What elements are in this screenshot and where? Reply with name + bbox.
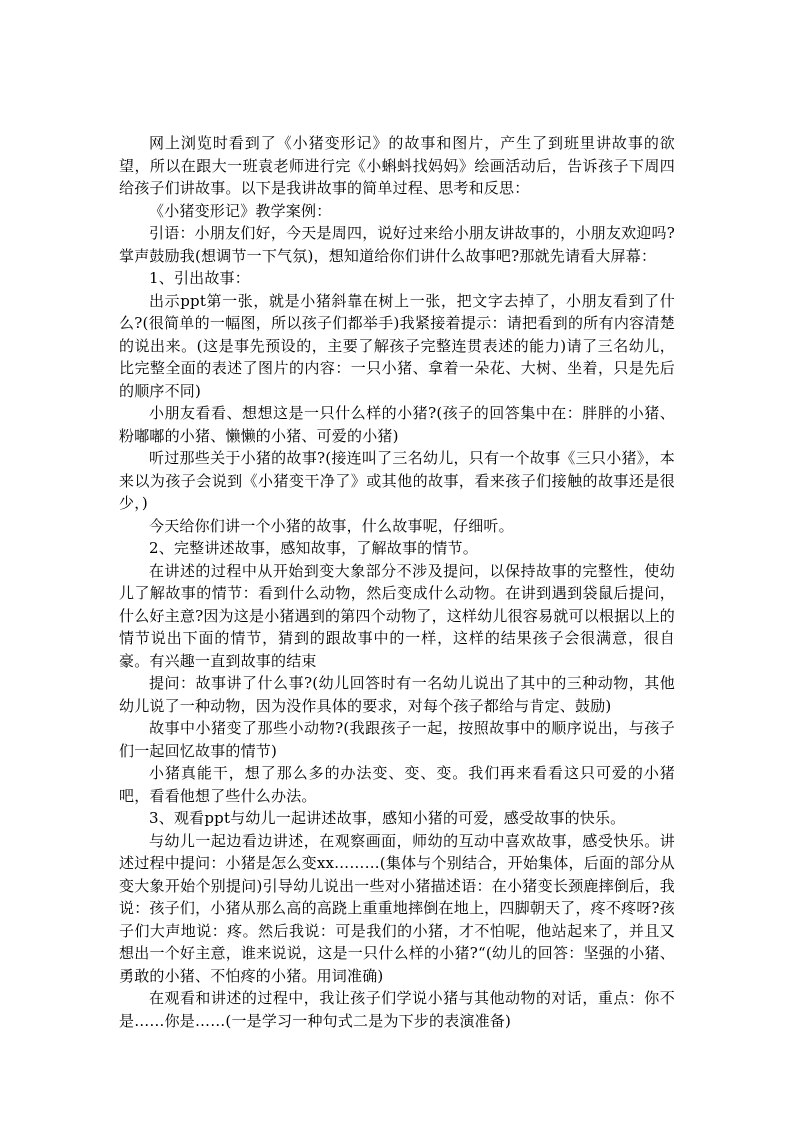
paragraph-what-pig: 小朋友看看、想想这是一只什么样的小猪?(孩子的回答集中在：胖胖的小猪、粉嘟嘟的小猪、懒懒的小猪、可爱的小猪)	[119, 404, 675, 445]
paragraph-section-3-heading: 3、观看ppt与幼儿一起讲述故事，感知小猪的可爱，感受故事的快乐。	[149, 809, 626, 827]
paragraph-storytelling-process: 在讲述的过程中从开始到变大象部分不涉及提问，以保持故事的完整性，使幼儿了解故事的情节：看到什么动物，然后变成什么动物。在讲到遇到袋鼠后提问，什么好主意?因为这是小猪遇到的第四个动物了，这样幼儿很容易就可以根据以上的情节说出下面的情节，猜到的跟故事中的一样，这样的结果孩子会很满意，很自豪。有兴趣一直到故事的结束	[119, 561, 675, 670]
paragraph-pig-capable: 小猪真能干，想了那么多的办法变、变、变。我们再来看看这只可爱的小猪吧，看看他想了些什么办法。	[119, 764, 675, 805]
paragraph-ppt-first-slide: 出示ppt第一张，就是小猪斜靠在树上一张，把文字去掉了，小朋友看到了什么?(很简单的一幅图，所以孩子们都举手)我紧接着提示：请把看到的所有内容清楚的说出来。(这是事先预设的，主要了解孩子完整连贯表述的能力)请了三名幼儿，比完整全面的表述了图片的内容：一只小猪、拿着一朵花、大树、坐着，只是先后的顺序不同)	[119, 291, 675, 400]
paragraph-watch-and-tell: 与幼儿一起边看边讲述，在观察画面，师幼的互动中喜欢故事，感受快乐。讲述过程中提问：小猪是怎么变xx………(集体与个别结合，开始集体，后面的部分从变大象开始个别提问)引导幼儿说出一些对小猪描述语：在小猪变长颈鹿摔倒后，我说：孩子们，小猪从那么高的高跷上重重地摔倒在地上，四脚朝天了，疼不疼呀?孩子们大声地说：疼。然后我说：可是我们的小猪，才不怕呢，他站起来了，并且又想出一个好主意，谁来说说，这是一只什么样的小猪?“(幼儿的回答：坚强的小猪、勇敢的小猪、不怕疼的小猪。用词准确)	[119, 831, 675, 985]
paragraph-opening-remarks: 引语：小朋友们好，今天是周四，说好过来给小朋友讲故事的，小朋友欢迎吗?掌声鼓励我(想调节一下气氛)，想知道给你们讲什么故事吧?那就先请看大屏幕：	[119, 224, 675, 265]
paragraph-intro: 网上浏览时看到了《小猪变形记》的故事和图片，产生了到班里讲故事的欲望，所以在跟大一班袁老师进行完《小蝌蚪找妈妈》绘画活动后，告诉孩子下周四给孩子们讲故事。以下是我讲故事的简单过程、思考和反思：	[119, 134, 675, 197]
paragraph-dialogue-practice: 在观看和讲述的过程中，我让孩子们学说小猪与其他动物的对话，重点：你不是……你是……(一是学习一种句式二是为下步的表演准备)	[119, 989, 675, 1030]
paragraph-section-2-heading: 2、完整讲述故事，感知故事，了解故事的情节。	[149, 539, 478, 557]
paragraph-listen: 今天给你们讲一个小猪的故事，什么故事呢，仔细听。	[149, 516, 514, 535]
paragraph-section-1-heading: 1、引出故事：	[149, 269, 250, 287]
paragraph-pig-stories: 听过那些关于小猪的故事?(接连叫了三名幼儿，只有一个故事《三只小猪》，本来以为孩子会说到《小猪变干净了》或其他的故事，看来孩子们接触的故事还是很少，)	[119, 449, 675, 512]
document-body	[119, 132, 675, 1032]
paragraph-question-animals: 故事中小猪变了那些小动物?(我跟孩子一起，按照故事中的顺序说出，与孩子们一起回忆故事的情节)	[119, 719, 675, 760]
paragraph-question-story: 提问：故事讲了什么事?(幼儿回答时有一名幼儿说出了其中的三种动物，其他幼儿说了一种动物，因为没作具体的要求，对每个孩子都给与肯定、鼓励)	[119, 674, 675, 715]
paragraph-case-title: 《小猪变形记》教学案例：	[149, 201, 332, 220]
